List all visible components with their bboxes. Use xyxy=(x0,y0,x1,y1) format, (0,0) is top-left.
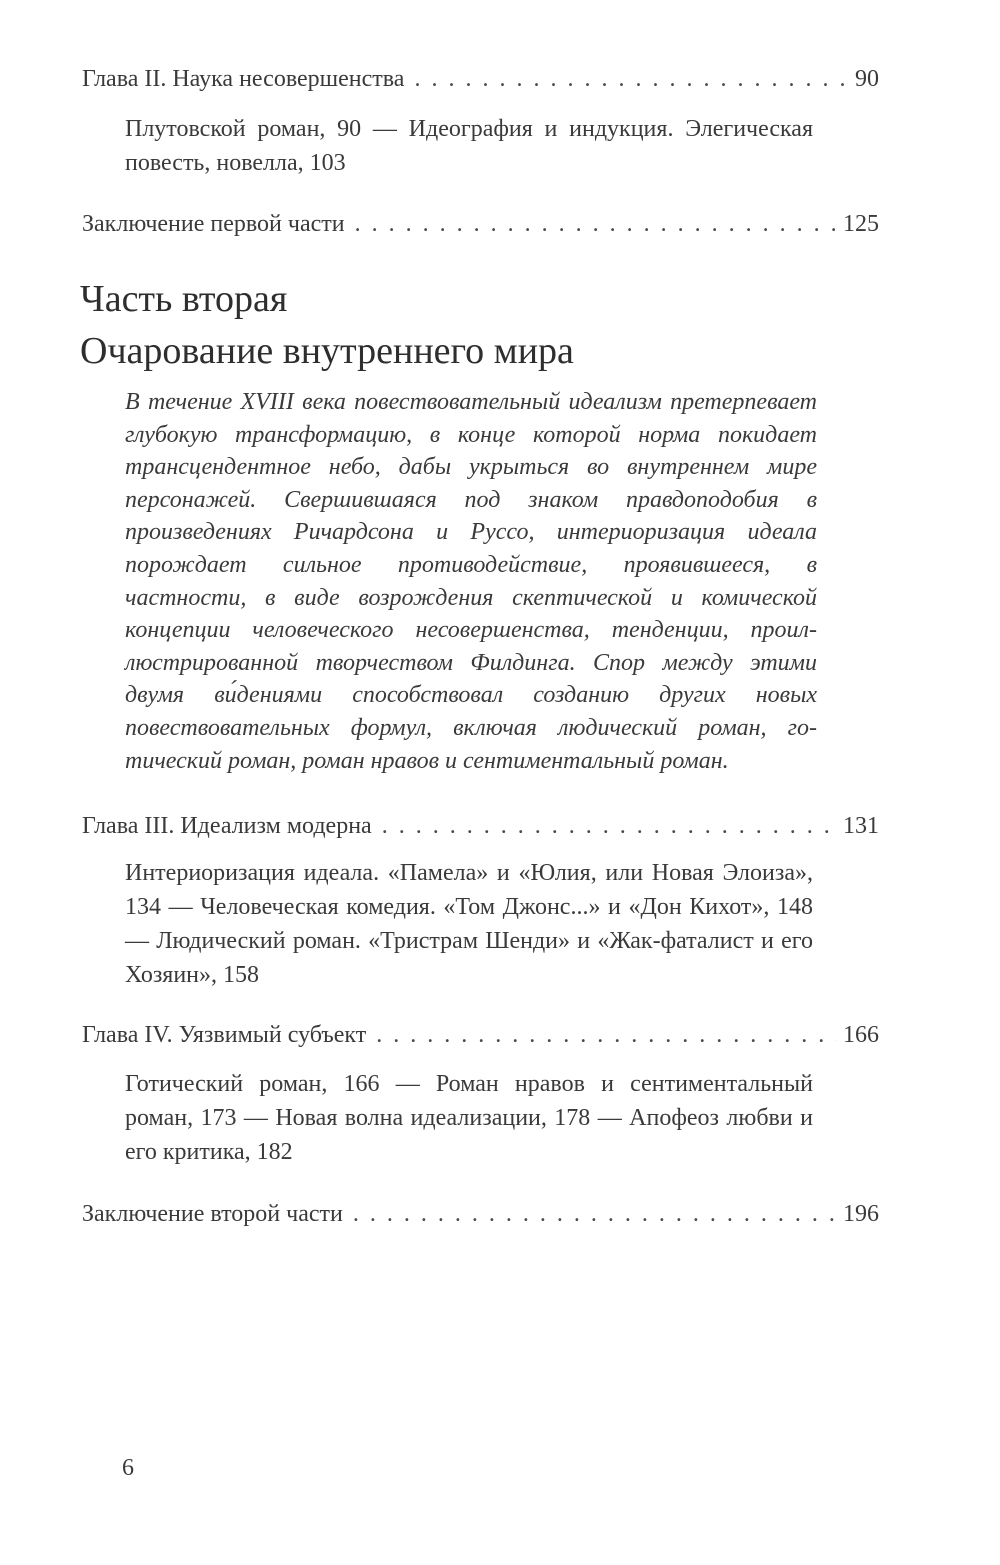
page-number: 6 xyxy=(122,1455,134,1481)
toc-entry-conclusion-1 xyxy=(82,209,879,239)
toc-entry-title: Заключение первой части xyxy=(82,211,345,237)
toc-entry-page: 166 xyxy=(843,1022,879,1048)
toc-entry-chapter-2 xyxy=(82,64,879,94)
dot-leader xyxy=(353,1199,837,1229)
toc-entry-title: Глава III. Идеализм модерна xyxy=(82,813,372,839)
dot-leader xyxy=(376,1020,837,1050)
dot-leader xyxy=(414,64,849,94)
part-heading-number: Часть вторая xyxy=(80,278,288,320)
toc-entry-subtitle: Готический роман, 166 — Роман нравов и сентиментальный роман, 173 — Новая волна идеализации, 178 — Апофеоз любви и его критика, 182 xyxy=(125,1071,813,1165)
toc-entry-subtitle: Плутовской роман, 90 — Идеография и индукция. Элегическая повесть, новелла, 103 xyxy=(125,116,813,176)
dot-leader xyxy=(382,811,837,841)
toc-entry-page: 131 xyxy=(843,813,879,839)
toc-entry-conclusion-2 xyxy=(82,1199,879,1229)
toc-entry-page: 196 xyxy=(843,1201,879,1227)
toc-entry-page: 125 xyxy=(843,211,879,237)
part-heading-title: Очарование внутреннего мира xyxy=(80,330,574,372)
toc-entry-subtitle: Интериоризация идеала. «Памела» и «Юлия, или Новая Элоиза», 134 — Человеческая комедия. «Том Джонс...» и «Дон Кихот», 148 — Людический роман. «Тристрам Шенди» и «Жак-фаталист и его Хозяин», 158 xyxy=(125,860,813,988)
toc-entry-title: Глава IV. Уязвимый субъект xyxy=(82,1022,367,1048)
toc-entry-chapter-3 xyxy=(82,811,879,841)
toc-entry-title: Заключение второй части xyxy=(82,1201,343,1227)
toc-entry-title: Глава II. Наука несовершенства xyxy=(82,66,405,92)
dot-leader xyxy=(355,209,837,239)
toc-entry-chapter-4 xyxy=(82,1020,879,1050)
part-abstract: В течение XVIII века повествовательный идеализм претерпевает глубокую трансформацию, в конце которой норма покидает трансцендентное небо, дабы укрыться во внутреннем мире персонажей. Свершившаяся под знаком правдоподобия в произведениях Ричардсона и Руссо, интериоризация идеала порождает сильное противодействие, проявившееся, в частности, в виде возрождения скептической и комической концепции человеческого несовершенства, тенденции, проиллюстрированной творчеством Филдинга. Спор между этими двумя ви́дениями способствовал созданию других новых повествовательных формул, включая людический роман, готический роман, роман нравов и сентиментальный роман. xyxy=(125,389,817,774)
toc-entry-page: 90 xyxy=(855,66,879,92)
